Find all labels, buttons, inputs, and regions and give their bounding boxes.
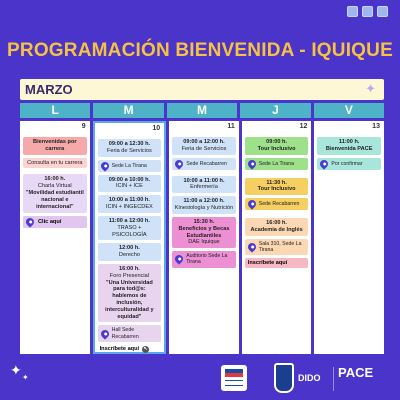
event-card <box>23 174 87 212</box>
government-logo <box>221 365 247 391</box>
dido-logo-text: DIDO <box>298 373 321 383</box>
event-title: Feria de Servicios <box>107 147 152 154</box>
event-time: 11:30 h. <box>266 179 287 186</box>
event-card <box>172 137 236 155</box>
event-time: 11:00 a 12:00 h. <box>108 217 150 224</box>
inscribete-link[interactable] <box>245 258 309 268</box>
window-controls <box>347 6 388 17</box>
sparkle-icon: ✦ <box>10 362 22 378</box>
location-pin-icon <box>99 328 110 339</box>
location-pin-icon <box>246 241 257 252</box>
event-title: Bienvenida PACE <box>325 145 373 152</box>
event-time: 10:00 a 11:00 h. <box>183 177 225 184</box>
sparkle-icon: ✦ <box>365 81 376 96</box>
event-card <box>23 137 87 155</box>
location-label <box>98 160 162 172</box>
event-card <box>98 139 162 157</box>
location-label <box>245 158 309 170</box>
day-header-monday: L <box>20 103 90 118</box>
event-title: Enfermería <box>190 184 218 191</box>
window-control-icon <box>347 6 358 17</box>
event-title: Tour Inclusivo <box>257 145 296 152</box>
event-card <box>98 264 162 323</box>
location-pin-icon <box>24 216 35 227</box>
pace-logo <box>338 365 373 380</box>
location-label <box>172 158 236 170</box>
event-card <box>172 217 236 248</box>
university-shield-logo <box>274 363 294 393</box>
day-header-friday: V <box>314 103 384 118</box>
event-title: "Movilidad estudiantil nacional e internacional" <box>25 190 84 210</box>
inscribete-link[interactable] <box>98 345 162 354</box>
day-number: 11 <box>227 123 235 130</box>
location-label <box>172 251 236 267</box>
day-column-friday <box>314 121 384 354</box>
location-pin-icon <box>246 199 257 210</box>
event-card <box>245 218 309 236</box>
event-time: 09:00 h. <box>266 139 287 145</box>
location-pin-icon <box>174 254 185 265</box>
location-text: Sede Recabarren <box>258 201 300 208</box>
pace-logo-text: PACE <box>338 365 374 380</box>
location-pin-icon <box>319 158 330 169</box>
location-text: Sede La Tirana <box>258 160 294 167</box>
event-time: 10:00 a 11:00 h. <box>108 197 150 204</box>
day-number: 9 <box>81 123 86 130</box>
location-label <box>317 158 381 170</box>
event-card <box>317 137 381 155</box>
location-text: Hall Sede Recabarren <box>111 327 139 340</box>
event-time: 16:00 h. <box>118 265 140 272</box>
event-title: TRASO + PSICOLOGÍA <box>112 224 147 238</box>
event-time: 11:00 h. <box>338 139 360 145</box>
location-text: Auditorio Sede La Tirana <box>186 253 228 266</box>
location-label <box>245 198 309 210</box>
link-label: Clic aquí <box>38 218 62 225</box>
event-type: Charla Virtual <box>37 183 72 190</box>
location-pin-icon <box>246 158 257 169</box>
event-card <box>98 243 162 261</box>
day-header-tuesday: M <box>93 103 163 118</box>
event-time: 16:00 h. <box>44 176 66 183</box>
clic-aqui-link[interactable] <box>23 216 87 228</box>
event-time: 16:00 h. <box>266 220 287 227</box>
event-card <box>245 137 309 155</box>
event-card <box>172 176 236 194</box>
location-label <box>98 325 162 341</box>
logo-divider <box>333 367 334 391</box>
location-text: Por confirmar <box>331 160 363 167</box>
event-time: 09:00 a 10:00 h. <box>108 176 151 183</box>
location-text: Sede La Tirana <box>111 162 147 169</box>
day-column-wednesday <box>169 121 239 354</box>
day-number: 10 <box>152 125 161 132</box>
page-title: PROGRAMACIÓN BIENVENIDA - IQUIQUE <box>7 40 393 61</box>
day-header-thursday: J <box>240 103 310 118</box>
event-card <box>245 178 309 196</box>
day-headers <box>20 103 384 118</box>
sparkle-icon: ✦ <box>22 373 29 382</box>
event-title: Beneficios y Becas Estudiantiles <box>178 225 230 239</box>
event-title: ICIN + INGECDEX <box>106 204 153 211</box>
location-text: Sede Recabarren <box>186 160 227 167</box>
event-card <box>98 216 162 240</box>
window-control-icon <box>377 6 388 17</box>
dido-logo <box>298 373 321 383</box>
event-title: Feria de Servicios <box>181 145 227 152</box>
day-header-wednesday: M <box>167 103 237 118</box>
footer-logos <box>0 363 400 400</box>
event-time: 12:00 h. <box>118 245 140 252</box>
event-title: Kinesiología y Nutrición <box>174 205 234 212</box>
event-card: Consulta en tu carrera <box>23 158 87 169</box>
location-text: Sala 310, Sede La Tirana <box>258 240 302 254</box>
event-subtitle: DAE Iquique <box>188 239 220 246</box>
event-title: Academia de Inglés <box>250 227 303 234</box>
link-label: Inscríbete aquí <box>247 260 288 267</box>
day-number: 13 <box>372 123 380 130</box>
calendar-grid <box>20 121 384 354</box>
day-column-thursday <box>242 121 312 354</box>
event-title: Derecho <box>118 252 140 259</box>
event-title: Tour Inclusivo <box>257 186 296 193</box>
event-time: 09:00 a 12:30 h. <box>108 141 151 147</box>
event-card <box>98 195 162 213</box>
event-card <box>172 196 236 214</box>
event-type: Foro Presencial <box>109 272 149 279</box>
month-label: MARZO <box>25 82 73 97</box>
window-control-icon <box>362 6 373 17</box>
month-bar <box>20 79 384 100</box>
location-label <box>245 239 309 255</box>
event-title: Bienvenidas por carrera <box>33 139 77 152</box>
cursor-icon: ↖ <box>143 345 148 352</box>
event-title: "Una Universidad para tod@s: hablemos de inclusión, interculturalidad y equidad" <box>105 279 154 320</box>
event-time: 09:00 a 12:00 h. <box>183 139 225 145</box>
location-pin-icon <box>99 160 110 171</box>
day-column-monday <box>20 121 90 354</box>
location-pin-icon <box>174 158 185 169</box>
day-column-tuesday <box>93 121 167 354</box>
day-number: 12 <box>299 123 308 130</box>
link-label: Inscríbete aquí <box>99 346 140 353</box>
event-time: 11:00 a 12:00 h. <box>183 198 225 205</box>
event-title: ICIN + ICE <box>115 183 143 190</box>
event-card <box>98 175 162 193</box>
event-time: 15:30 h. <box>193 218 215 225</box>
